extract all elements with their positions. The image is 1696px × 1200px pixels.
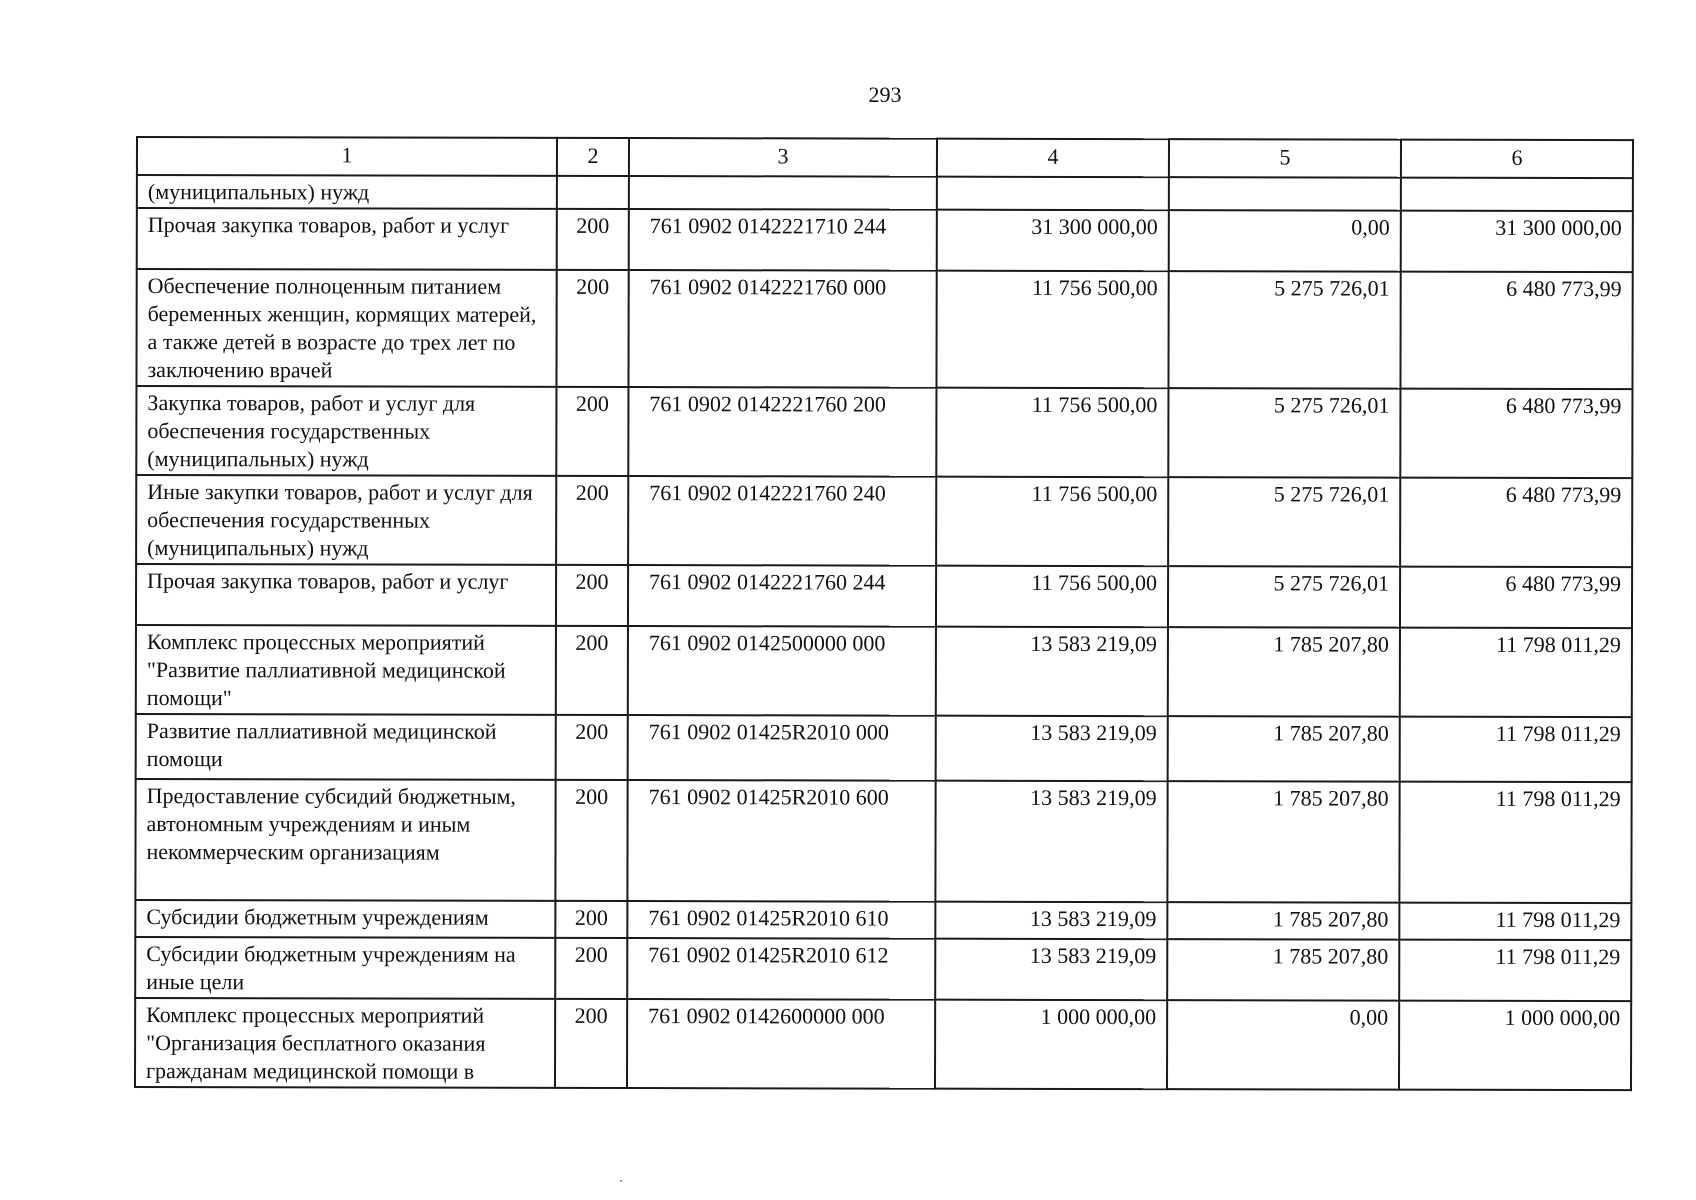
row-code: 200 (556, 626, 628, 715)
row-value-5: 1 785 207,80 (1168, 627, 1400, 716)
header-cell-6: 6 (1401, 140, 1633, 178)
table-row (136, 564, 1632, 628)
row-kbk: 761 0902 01425R2010 610 (627, 901, 935, 939)
row-kbk: 761 0902 01425R2010 600 (627, 780, 935, 902)
row-code: 200 (555, 780, 627, 901)
row-name: Предоставление субсидий бюджетным, автономным учреждениям и иным некоммерческим организациям (135, 779, 555, 901)
table-row (135, 900, 1631, 940)
row-value-6: 6 480 773,99 (1400, 567, 1632, 628)
row-value-5 (1169, 177, 1401, 210)
row-kbk: 761 0902 0142221760 240 (628, 476, 936, 566)
row-kbk: 761 0902 0142221760 244 (628, 565, 936, 627)
row-code: 200 (556, 715, 628, 780)
row-name: (муниципальных) нужд (137, 175, 557, 209)
row-value-5: 5 275 726,01 (1168, 566, 1400, 627)
header-cell-2: 2 (557, 138, 629, 176)
table-row (136, 269, 1632, 389)
row-name: Прочая закупка товаров, работ и услуг (136, 564, 556, 626)
row-name: Прочая закупка товаров, работ и услуг (137, 208, 557, 270)
row-name: Закупка товаров, работ и услуг для обеспечения государственных (муниципальных) нужд (136, 386, 556, 476)
row-code: 200 (556, 476, 628, 565)
row-code: 200 (555, 901, 627, 938)
row-value-6: 11 798 011,29 (1400, 628, 1632, 717)
row-value-5: 0,00 (1167, 1000, 1399, 1089)
row-kbk: 761 0902 0142221760 000 (628, 270, 936, 388)
row-value-5: 1 785 207,80 (1167, 781, 1399, 902)
row-code: 200 (556, 565, 628, 626)
row-value-4: 13 583 219,09 (935, 939, 1167, 1000)
row-kbk: 761 0902 0142221710 244 (629, 209, 937, 271)
row-code: 200 (555, 938, 627, 999)
row-code: 200 (557, 209, 629, 270)
row-value-4: 31 300 000,00 (937, 210, 1169, 271)
table-row (137, 175, 1633, 211)
row-value-6 (1401, 178, 1633, 211)
row-value-4: 11 756 500,00 (936, 477, 1168, 566)
header-cell-4: 4 (937, 139, 1169, 177)
row-value-4: 13 583 219,09 (935, 902, 1167, 939)
row-value-6: 11 798 011,29 (1400, 717, 1632, 782)
table-row (135, 998, 1631, 1090)
row-value-5: 5 275 726,01 (1168, 388, 1400, 477)
row-value-6: 1 000 000,00 (1399, 1001, 1631, 1090)
row-name: Субсидии бюджетным учреждениям (135, 900, 555, 938)
row-value-6: 11 798 011,29 (1399, 903, 1631, 940)
row-value-4 (937, 177, 1169, 210)
row-name: Обеспечение полноценным питанием беременных женщин, кормящих матерей, а также детей в возрасте до трех лет по заключению врачей (136, 269, 556, 387)
row-value-4: 11 756 500,00 (936, 566, 1168, 627)
row-value-5: 5 275 726,01 (1168, 271, 1400, 388)
row-value-4: 13 583 219,09 (936, 716, 1168, 781)
row-value-4: 11 756 500,00 (936, 271, 1168, 388)
scan-speck (620, 1180, 622, 1182)
row-value-6: 6 480 773,99 (1400, 389, 1632, 478)
row-value-6: 11 798 011,29 (1399, 940, 1631, 1001)
row-value-5: 5 275 726,01 (1168, 477, 1400, 566)
row-value-6: 31 300 000,00 (1401, 211, 1633, 272)
row-name: Развитие паллиативной медицинской помощи (136, 714, 556, 780)
table-row (135, 937, 1631, 1001)
table-row (137, 208, 1633, 272)
row-name: Субсидии бюджетным учреждениям на иные цели (135, 937, 555, 999)
row-code: 200 (556, 387, 628, 476)
row-value-4: 13 583 219,09 (935, 781, 1167, 902)
row-value-5: 1 785 207,80 (1167, 939, 1399, 1000)
header-row (137, 137, 1633, 178)
budget-table-container (134, 136, 1632, 1091)
row-value-4: 13 583 219,09 (936, 627, 1168, 716)
table-row (136, 714, 1632, 782)
row-value-4: 1 000 000,00 (935, 1000, 1167, 1089)
row-name: Комплекс процессных мероприятий "Развитие паллиативной медицинской помощи" (136, 625, 556, 715)
row-kbk: 761 0902 01425R2010 612 (627, 938, 935, 1000)
header-cell-5: 5 (1169, 139, 1401, 177)
row-value-4: 11 756 500,00 (936, 388, 1168, 477)
header-cell-3: 3 (629, 138, 937, 177)
row-name: Комплекс процессных мероприятий "Организация бесплатного оказания гражданам медицинской помощи в (135, 998, 555, 1088)
page-number: 293 (868, 82, 902, 107)
table-row (135, 779, 1631, 903)
row-kbk: 761 0902 0142600000 000 (627, 999, 935, 1089)
row-code: 200 (555, 999, 627, 1088)
row-kbk: 761 0902 0142500000 000 (628, 626, 936, 716)
row-value-6: 6 480 773,99 (1400, 478, 1632, 567)
row-value-6: 11 798 011,29 (1399, 782, 1631, 903)
row-kbk: 761 0902 0142221760 200 (628, 387, 936, 477)
table-row (136, 386, 1632, 478)
table-row (136, 475, 1632, 567)
row-name: Иные закупки товаров, работ и услуг для обеспечения государственных (муниципальных) нужд (136, 475, 556, 565)
budget-table (134, 136, 1634, 1091)
row-value-5: 1 785 207,80 (1167, 902, 1399, 939)
row-value-6: 6 480 773,99 (1400, 272, 1632, 389)
table-row (136, 625, 1632, 717)
row-value-5: 1 785 207,80 (1168, 716, 1400, 781)
row-code: 200 (556, 270, 628, 387)
row-value-5: 0,00 (1169, 210, 1401, 271)
row-kbk (629, 176, 937, 210)
row-kbk: 761 0902 01425R2010 000 (628, 715, 936, 781)
row-code (557, 176, 629, 209)
header-cell-1: 1 (137, 137, 557, 176)
